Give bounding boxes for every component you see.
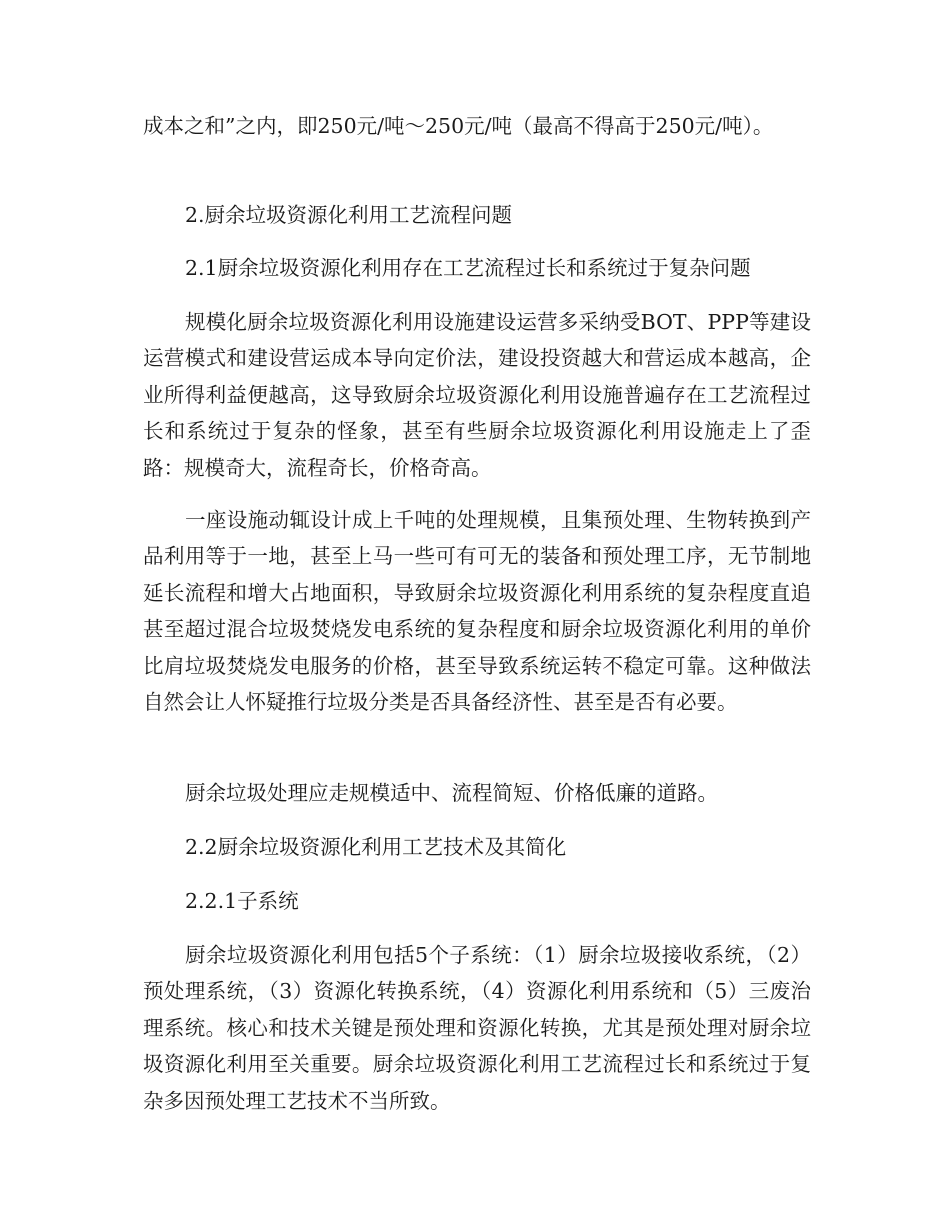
section-heading-2: 2.厨余垃圾资源化利用工艺流程问题	[185, 203, 513, 227]
paragraph-conclusion: 厨余垃圾处理应走规模适中、流程简短、价格低廉的道路。	[185, 781, 718, 805]
subsection-heading-2-2: 2.2厨余垃圾资源化利用工艺技术及其简化	[185, 835, 567, 859]
paragraph-operation-model: 规模化厨余垃圾资源化利用设施建设运营多采纳受BOT、PPP等建设运营模式和建设营运成本导向定价法，建设投资越大和营运成本越高，企业所得利益便越高，这导致厨余垃圾资源化利用设施普遍存在工艺流程过长和系统过于复杂的怪象，甚至有些厨余垃圾资源化利用设施走上了歪路：规模奇大，流程奇长，价格奇高。	[143, 310, 811, 480]
subsection-heading-2-2-1: 2.2.1子系统	[185, 889, 299, 913]
paragraph-facility-scale: 一座设施动辄设计成上千吨的处理规模，且集预处理、生物转换到产品利用等于一地，甚至上马一些可有可无的装备和预处理工序，无节制地延长流程和增大占地面积，导致厨余垃圾资源化利用系统的复杂程度直追甚至超过混合垃圾焚烧发电系统的复杂程度和厨余垃圾资源化利用的单价比肩垃圾焚烧发电服务的价格，甚至导致系统运转不稳定可靠。这种做法自然会让人怀疑推行垃圾分类是否具备经济性、甚至是否有必要。	[143, 508, 811, 715]
paragraph-subsystems: 厨余垃圾资源化利用包括5个子系统：（1）厨余垃圾接收系统，（2）预处理系统，（3）资源化转换系统，（4）资源化利用系统和（5）三废治理系统。核心和技术关键是预处理和资源化转换，尤其是预处理对厨余垃圾资源化利用至关重要。厨余垃圾资源化利用工艺流程过长和系统过于复杂多因预处理工艺技术不当所致。	[143, 943, 811, 1113]
subsection-heading-2-1: 2.1厨余垃圾资源化利用存在工艺流程过长和系统过于复杂问题	[185, 256, 751, 280]
paragraph-continuation: 成本之和”之内，即250元/吨～250元/吨（最高不得高于250元/吨）。	[143, 114, 774, 138]
